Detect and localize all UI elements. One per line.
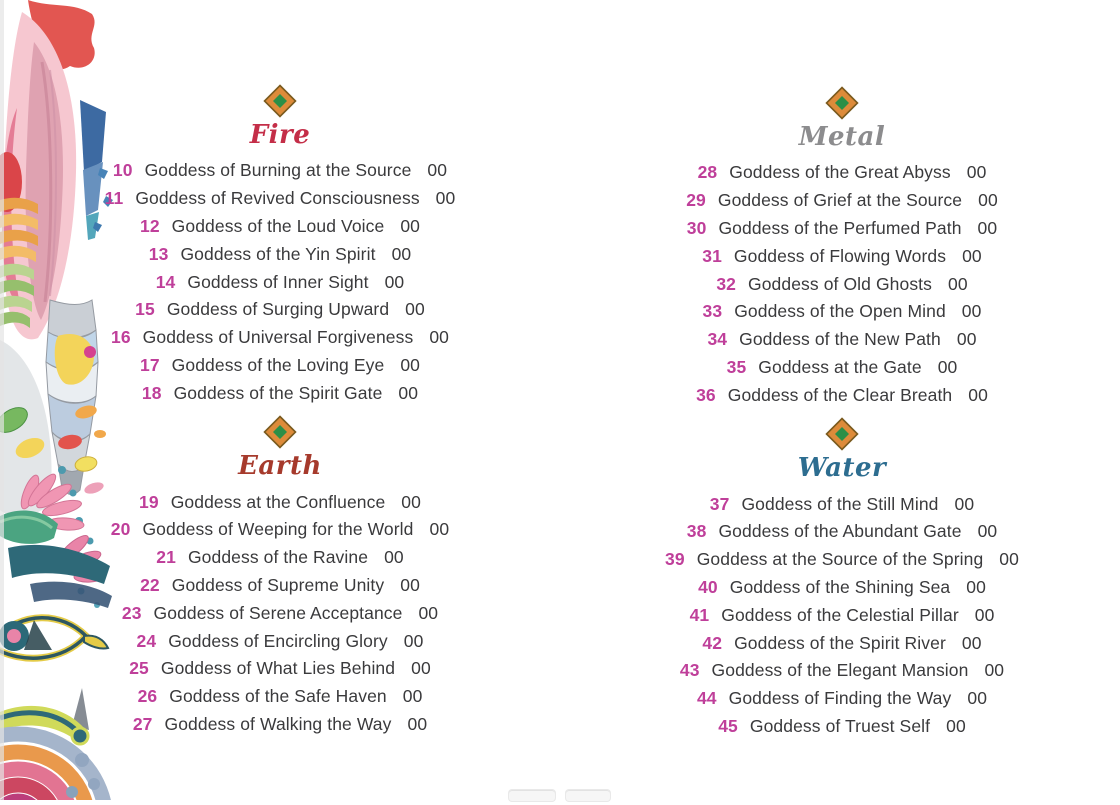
toc-section-fire bbox=[96, 84, 464, 407]
entry-page-number: 00 bbox=[429, 327, 450, 348]
toc-entry[interactable] bbox=[640, 215, 1044, 243]
entry-page-number: 00 bbox=[948, 273, 968, 294]
entry-number: 32 bbox=[716, 273, 736, 294]
entry-title: Goddess of Walking the Way bbox=[164, 713, 392, 734]
toc-entry[interactable] bbox=[640, 518, 1044, 546]
entry-title: Goddess of Inner Sight bbox=[187, 271, 369, 292]
entry-title: Goddess of the Perfumed Path bbox=[718, 217, 962, 238]
toc-entry[interactable] bbox=[96, 711, 464, 739]
entry-page-number: 00 bbox=[400, 215, 420, 236]
entry-number: 35 bbox=[726, 356, 747, 377]
entry-title: Goddess of the Elegant Mansion bbox=[711, 660, 969, 681]
toc-entry[interactable] bbox=[640, 381, 1044, 409]
entry-number: 34 bbox=[707, 329, 728, 350]
entry-title: Goddess of the Loving Eye bbox=[171, 354, 385, 375]
entry-page-number: 00 bbox=[961, 632, 982, 653]
entry-number: 19 bbox=[139, 491, 159, 512]
entry-title: Goddess of Weeping for the World bbox=[142, 519, 414, 540]
entry-title: Goddess of the Open Mind bbox=[734, 301, 946, 322]
entry-number: 13 bbox=[148, 243, 169, 264]
entry-title: Goddess of the Celestial Pillar bbox=[721, 604, 959, 625]
entry-page-number: 00 bbox=[999, 549, 1019, 570]
entry-number: 41 bbox=[689, 604, 710, 625]
toc-entry[interactable] bbox=[640, 685, 1044, 713]
toc-entry[interactable] bbox=[640, 546, 1044, 574]
section-entry-list bbox=[96, 488, 464, 738]
entry-number: 44 bbox=[696, 688, 717, 709]
toc-entry[interactable] bbox=[96, 185, 464, 213]
entry-page-number: 00 bbox=[961, 301, 982, 322]
entry-number: 36 bbox=[696, 384, 716, 405]
entry-page-number: 00 bbox=[429, 519, 450, 540]
entry-page-number: 00 bbox=[937, 356, 958, 377]
toc-entry[interactable] bbox=[96, 488, 464, 516]
entry-page-number: 00 bbox=[968, 384, 988, 405]
entry-page-number: 00 bbox=[402, 686, 423, 707]
toc-entry[interactable] bbox=[640, 657, 1044, 685]
entry-page-number: 00 bbox=[418, 602, 439, 623]
entry-title: Goddess of the Spirit River bbox=[734, 632, 946, 653]
entry-number: 27 bbox=[132, 713, 153, 734]
bottom-edge-partial-button-1[interactable] bbox=[508, 789, 556, 802]
entry-number: 26 bbox=[137, 686, 158, 707]
toc-section-earth bbox=[96, 415, 464, 738]
entry-title: Goddess of Universal Forgiveness bbox=[142, 327, 414, 348]
toc-entry[interactable] bbox=[640, 601, 1044, 629]
section-heading: Fire bbox=[249, 120, 311, 150]
entry-page-number: 00 bbox=[946, 715, 966, 736]
entry-title: Goddess of Serene Acceptance bbox=[153, 602, 403, 623]
entry-number: 22 bbox=[140, 574, 160, 595]
entry-page-number: 00 bbox=[391, 243, 412, 264]
section-entry-list bbox=[96, 157, 464, 407]
entry-number: 31 bbox=[702, 245, 722, 266]
entry-page-number: 00 bbox=[956, 329, 977, 350]
entry-number: 38 bbox=[686, 521, 707, 542]
toc-entry[interactable] bbox=[96, 240, 464, 268]
entry-title: Goddess at the Source of the Spring bbox=[696, 549, 984, 570]
toc-entry[interactable] bbox=[640, 242, 1044, 270]
entry-page-number: 00 bbox=[411, 658, 431, 679]
entry-number: 23 bbox=[121, 602, 142, 623]
toc-entry[interactable] bbox=[96, 627, 464, 655]
toc-entry[interactable] bbox=[640, 629, 1044, 657]
entry-number: 29 bbox=[686, 190, 706, 211]
entry-number: 37 bbox=[709, 493, 730, 514]
section-heading: Earth bbox=[238, 451, 322, 482]
entry-page-number: 00 bbox=[967, 688, 988, 709]
toc-entry[interactable] bbox=[640, 298, 1044, 326]
section-entry-list bbox=[640, 159, 1044, 409]
entry-title: Goddess of Finding the Way bbox=[728, 688, 952, 709]
toc-entry[interactable] bbox=[640, 326, 1044, 354]
toc-entry[interactable] bbox=[96, 352, 464, 380]
entry-title: Goddess of the Abundant Gate bbox=[718, 521, 962, 542]
entry-title: Goddess of the Spirit Gate bbox=[173, 382, 383, 403]
entry-title: Goddess of the Great Abyss bbox=[729, 162, 951, 183]
entry-title: Goddess of Flowing Words bbox=[733, 245, 947, 266]
toc-column-left bbox=[96, 84, 464, 746]
section-diamond-icon bbox=[263, 84, 297, 118]
toc-entry[interactable] bbox=[96, 683, 464, 711]
toc-entry[interactable] bbox=[96, 157, 464, 185]
entry-page-number: 00 bbox=[384, 547, 404, 568]
entry-number: 16 bbox=[110, 327, 131, 348]
entry-page-number: 00 bbox=[954, 493, 975, 514]
entry-number: 20 bbox=[110, 519, 131, 540]
toc-entry[interactable] bbox=[96, 324, 464, 352]
entry-page-number: 00 bbox=[384, 271, 405, 292]
toc-entry[interactable] bbox=[640, 270, 1044, 298]
entry-title: Goddess of What Lies Behind bbox=[160, 658, 396, 679]
entry-page-number: 00 bbox=[974, 604, 995, 625]
entry-page-number: 00 bbox=[977, 521, 998, 542]
entry-page-number: 00 bbox=[427, 160, 448, 181]
entry-number: 11 bbox=[104, 188, 124, 209]
entry-title: Goddess of Surging Upward bbox=[166, 299, 390, 320]
entry-number: 17 bbox=[140, 354, 160, 375]
toc-entry[interactable] bbox=[96, 599, 464, 627]
entry-title: Goddess of the Safe Haven bbox=[169, 686, 387, 707]
entry-page-number: 00 bbox=[977, 217, 998, 238]
entry-number: 25 bbox=[129, 658, 149, 679]
entry-title: Goddess of Burning at the Source bbox=[144, 160, 412, 181]
toc-entry[interactable] bbox=[96, 516, 464, 544]
section-entry-list bbox=[640, 490, 1044, 740]
toc-entry[interactable] bbox=[96, 213, 464, 241]
entry-title: Goddess at the Gate bbox=[758, 356, 922, 377]
toc-entry[interactable] bbox=[640, 713, 1044, 741]
entry-page-number: 00 bbox=[962, 245, 982, 266]
entry-number: 18 bbox=[141, 382, 162, 403]
entry-number: 43 bbox=[679, 660, 700, 681]
toc-entry[interactable] bbox=[96, 655, 464, 683]
entry-page-number: 00 bbox=[435, 188, 456, 209]
entry-title: Goddess of the Ravine bbox=[187, 547, 369, 568]
toc-section-metal bbox=[640, 86, 1044, 409]
entry-page-number: 00 bbox=[403, 630, 424, 651]
entry-page-number: 00 bbox=[407, 713, 428, 734]
entry-title: Goddess of the Clear Breath bbox=[727, 384, 953, 405]
toc-entry[interactable] bbox=[96, 296, 464, 324]
section-diamond-icon bbox=[263, 415, 297, 449]
section-heading: Water bbox=[797, 453, 887, 484]
entry-page-number: 00 bbox=[978, 190, 998, 211]
toc-column-right bbox=[640, 86, 1044, 748]
entry-page-number: 00 bbox=[398, 382, 419, 403]
entry-page-number: 00 bbox=[405, 299, 425, 320]
entry-number: 30 bbox=[686, 217, 707, 238]
entry-number: 14 bbox=[155, 271, 176, 292]
toc-entry[interactable] bbox=[640, 354, 1044, 382]
toc-entry[interactable] bbox=[640, 159, 1044, 187]
entry-number: 40 bbox=[698, 576, 718, 597]
entry-number: 39 bbox=[665, 549, 685, 570]
entry-number: 28 bbox=[697, 162, 718, 183]
section-heading: Metal bbox=[798, 122, 886, 152]
entry-title: Goddess of Old Ghosts bbox=[748, 273, 932, 294]
entry-number: 24 bbox=[136, 630, 157, 651]
entry-number: 21 bbox=[156, 547, 176, 568]
toc-entry[interactable] bbox=[96, 572, 464, 600]
toc-entry[interactable] bbox=[640, 574, 1044, 602]
toc-entry[interactable] bbox=[96, 379, 464, 407]
entry-title: Goddess of the Shining Sea bbox=[729, 576, 951, 597]
entry-title: Goddess of Encircling Glory bbox=[168, 630, 388, 651]
entry-number: 12 bbox=[140, 215, 160, 236]
entry-title: Goddess of the Yin Spirit bbox=[180, 243, 376, 264]
entry-page-number: 00 bbox=[966, 162, 987, 183]
toc-entry[interactable] bbox=[640, 187, 1044, 215]
entry-page-number: 00 bbox=[400, 354, 420, 375]
entry-number: 33 bbox=[702, 301, 723, 322]
entry-number: 42 bbox=[702, 632, 723, 653]
toc-entry[interactable] bbox=[640, 490, 1044, 518]
entry-number: 15 bbox=[135, 299, 155, 320]
entry-title: Goddess at the Confluence bbox=[170, 491, 386, 512]
entry-title: Goddess of the Loud Voice bbox=[171, 215, 385, 236]
toc-entry[interactable] bbox=[96, 268, 464, 296]
toc-entry[interactable] bbox=[96, 544, 464, 572]
section-diamond-icon bbox=[825, 417, 859, 451]
section-diamond-icon bbox=[825, 86, 859, 120]
entry-page-number: 00 bbox=[400, 574, 420, 595]
entry-number: 45 bbox=[718, 715, 738, 736]
entry-page-number: 00 bbox=[401, 491, 421, 512]
entry-title: Goddess of the New Path bbox=[739, 329, 941, 350]
entry-page-number: 00 bbox=[984, 660, 1005, 681]
entry-title: Goddess of Truest Self bbox=[749, 715, 931, 736]
entry-title: Goddess of Grief at the Source bbox=[717, 190, 963, 211]
entry-title: Goddess of Revived Consciousness bbox=[135, 188, 420, 209]
entry-page-number: 00 bbox=[966, 576, 986, 597]
bottom-edge-partial-button-2[interactable] bbox=[565, 789, 611, 802]
entry-title: Goddess of Supreme Unity bbox=[171, 574, 385, 595]
entry-title: Goddess of the Still Mind bbox=[741, 493, 939, 514]
toc-section-water bbox=[640, 417, 1044, 740]
entry-number: 10 bbox=[112, 160, 133, 181]
